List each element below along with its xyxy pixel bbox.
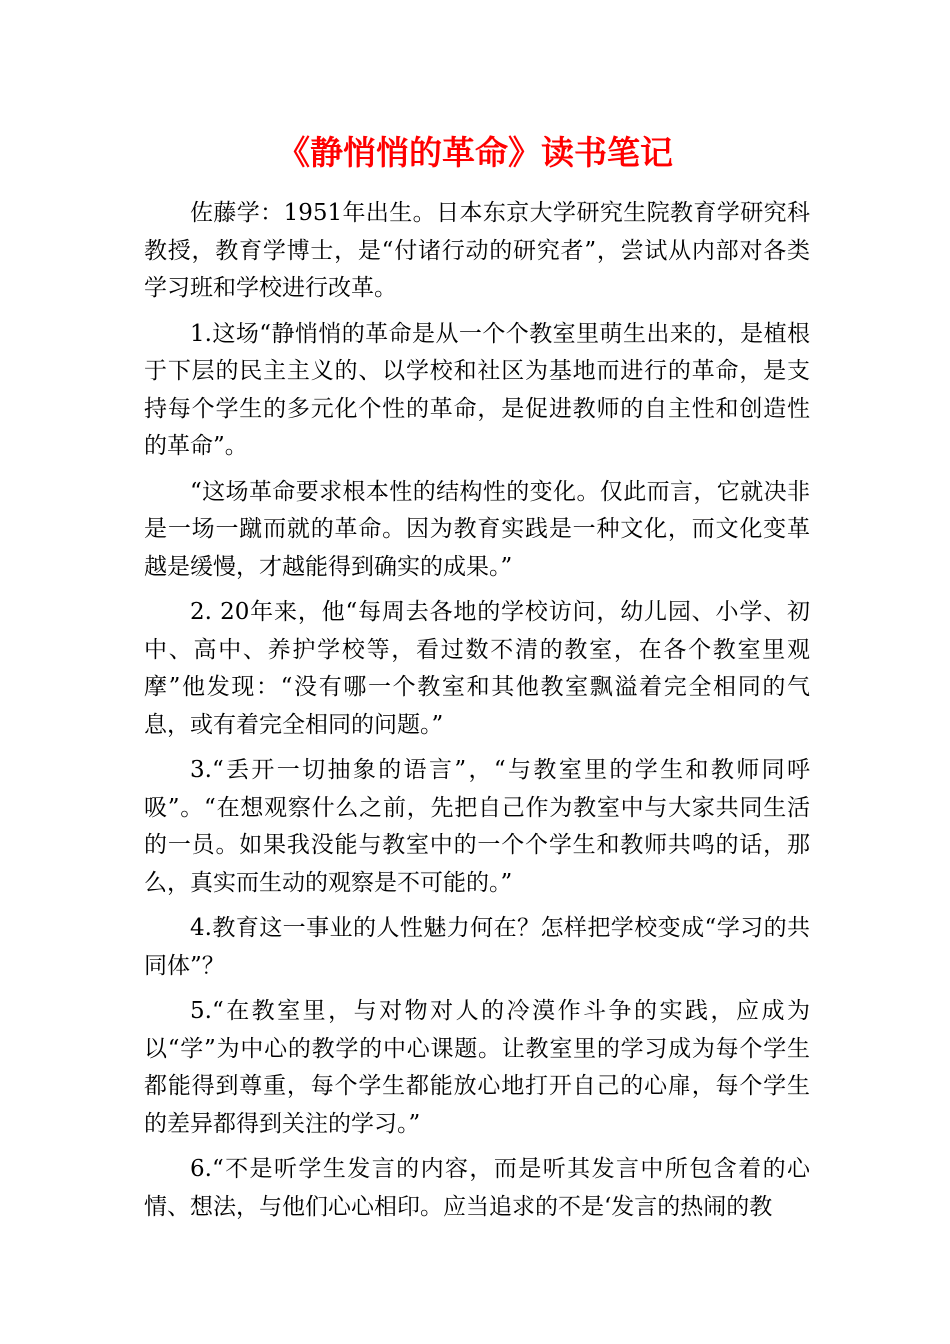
page-title: 《静悄悄的革命》读书笔记 xyxy=(277,133,673,172)
paragraph-4: 4.教育这一事业的人性魅力何在？怎样把学校变成“学习的共同体”？ xyxy=(144,915,810,979)
paragraph-1: 1.这场“静悄悄的革命是从一个个教室里萌生出来的，是植根于下层的民主主义的、以学校和社区为基地而进行的革命，是支持每个学生的多元化个性的革命，是促进教师的自主性和创造性的革命”。 xyxy=(144,320,810,459)
paragraph-3: 3.“丢开一切抽象的语言”，“与教室里的学生和教师同呼吸”。“在想观察什么之前，先把自己作为教室中与大家共同生活的一员。如果我没能与教室中的一个个学生和教师共鸣的话，那么，真实而生动的观察是不可能的。” xyxy=(144,757,810,896)
paragraph-2: 2. 20年来，他“每周去各地的学校访问，幼儿园、小学、初中、高中、养护学校等，看过数不清的教室，在各个教室里观摩”他发现：“没有哪一个教室和其他教室飘溢着完全相同的气息，或有着完全相同的问题。” xyxy=(144,599,810,738)
paragraph-author-intro: 佐藤学：1951年出生。日本东京大学研究生院教育学研究科教授，教育学博士，是“付诸行动的研究者”，尝试从内部对各类学习班和学校进行改革。 xyxy=(144,200,810,301)
paragraph-5: 5.“在教室里，与对物对人的冷漠作斗争的实践，应成为以“学”为中心的教学的中心课题。让教室里的学习成为每个学生都能得到尊重，每个学生都能放心地打开自己的心扉，每个学生的差异都得到关注的学习。” xyxy=(144,998,810,1137)
document-body xyxy=(144,195,810,1234)
paragraph-6: 6.“不是听学生发言的内容，而是听其发言中所包含着的心情、想法，与他们心心相印。应当追求的不是‘发言的热闹的教 xyxy=(144,1156,810,1220)
paragraph-1-quote: “这场革命要求根本性的结构性的变化。仅此而言，它就决非是一场一蹴而就的革命。因为教育实践是一种文化，而文化变革越是缓慢，才越能得到确实的成果。” xyxy=(144,478,810,580)
